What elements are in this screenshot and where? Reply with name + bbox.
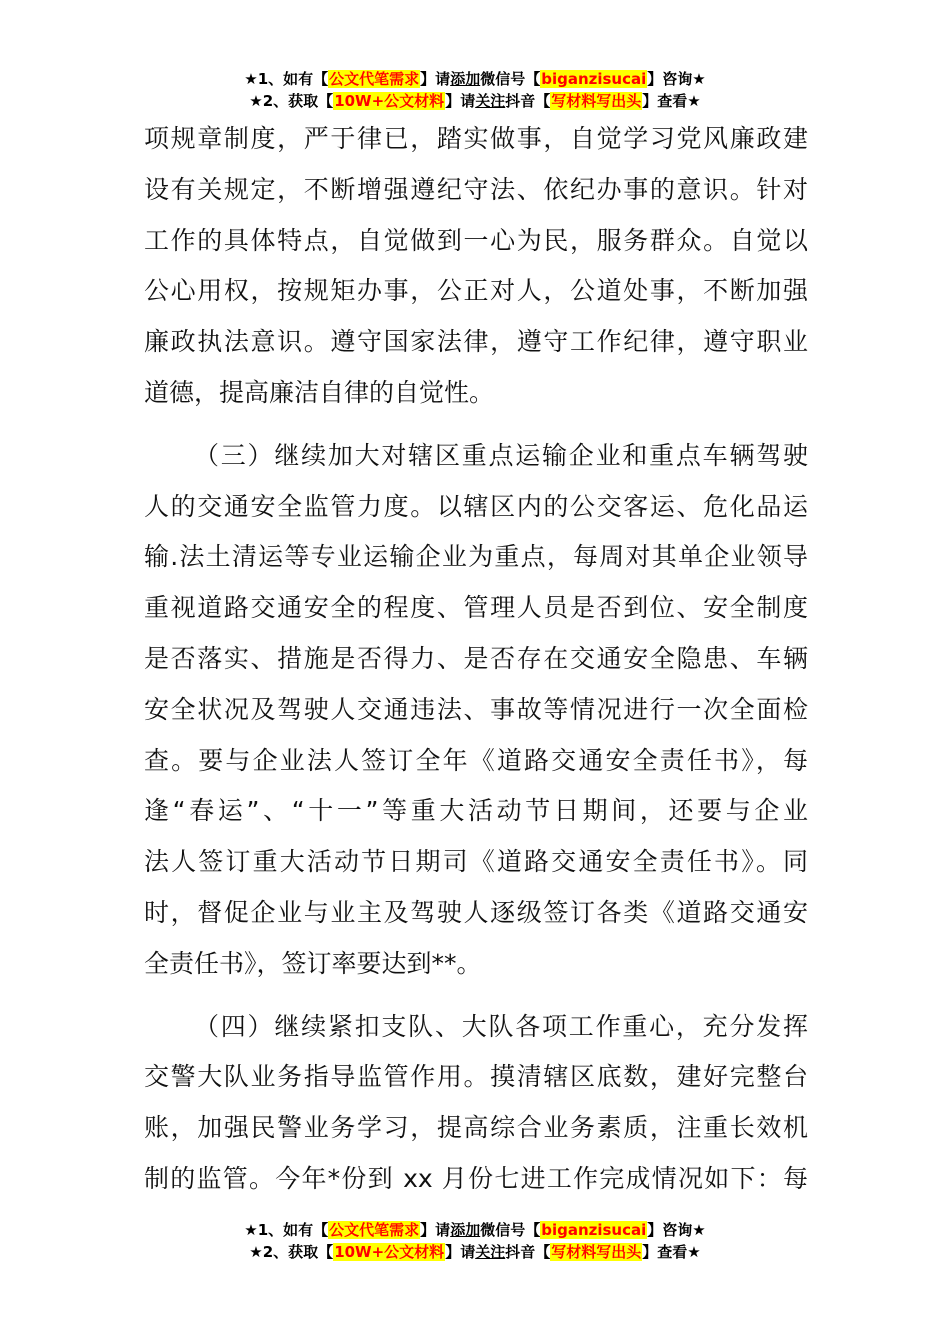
text-line: 制的监管。今年*份到 xx 月份七进工作完成情况如下：每 (144, 1163, 808, 1193)
text-line: 安全状况及驾驶人交通违法、事故等情况进行一次全面检 (144, 694, 808, 724)
text-line: 设有关规定，不断增强遵纪守法、依纪办事的意识。针对 (144, 174, 808, 204)
promo-line-1: ★1、如有【公文代笔需求】请添加微信号【biganzisucai】咨询★ (244, 1221, 706, 1239)
text-line: 项规章制度，严于律已，踏实做事，自觉学习党风廉政建 (144, 124, 808, 153)
text-line: （三）继续加大对辖区重点运输企业和重点车辆驾驶 (194, 440, 808, 470)
text-line: 人的交通安全监管力度。以辖区内的公交客运、危化品运 (144, 491, 808, 521)
promo-highlight: 公文代笔需求 (329, 70, 420, 88)
text-line: 工作的具体特点，自觉做到一心为民，服务群众。自觉以 (144, 225, 808, 255)
text-line: 查。要与企业法人签订全年《道路交通安全责任书》，每 (144, 745, 808, 775)
promo-highlight: 10W+公文材料 (334, 92, 445, 110)
text-line: 全责任书》，签订率要达到**。 (144, 948, 482, 978)
paragraph-2 (144, 431, 808, 990)
text-line: 时，督促企业与业主及驾驶人逐级签订各类《道路交通安 (144, 897, 808, 927)
text-line: 交警大队业务指导监管作用。摸清辖区底数，建好完整台 (144, 1062, 808, 1092)
text-line: 是否落实、措施是否得力、是否存在交通安全隐患、车辆 (144, 643, 808, 673)
paragraph-3 (144, 1002, 808, 1205)
text-line: 逢“春运”、“十一”等重大活动节日期间，还要与企业 (144, 796, 808, 826)
promo-wechat-id: biganzisucai (541, 70, 647, 88)
promo-highlight: 公文代笔需求 (329, 1221, 420, 1239)
text-line: 廉政执法意识。遵守国家法律，遵守工作纪律，遵守职业 (144, 327, 808, 357)
promo-douyin-account: 写材料写出头 (551, 92, 642, 110)
text-line: 道德，提高廉洁自律的自觉性。 (144, 377, 495, 407)
text-line: 输.法土清运等专业运输企业为重点，每周对其单企业领导 (144, 542, 808, 572)
promo-line-2: ★2、获取【10W+公文材料】请关注抖音【写材料写出头】查看★ (249, 92, 701, 110)
text-line: （四）继续紧扣支队、大队各项工作重心，充分发挥 (194, 1011, 808, 1041)
promo-line-2: ★2、获取【10W+公文材料】请关注抖音【写材料写出头】查看★ (249, 1243, 701, 1261)
text-line: 公心用权，按规矩办事，公正对人，公道处事，不断加强 (144, 276, 808, 306)
document-body (144, 114, 808, 1205)
paragraph-1 (144, 114, 808, 419)
promo-wechat-id: biganzisucai (541, 1221, 647, 1239)
promo-line-1: ★1、如有【公文代笔需求】请添加微信号【biganzisucai】咨询★ (244, 70, 706, 88)
text-line: 法人签订重大活动节日期司《道路交通安全责任书》。同 (144, 847, 808, 877)
footer-promo (0, 1219, 950, 1263)
header-promo (0, 68, 950, 112)
promo-douyin-account: 写材料写出头 (551, 1243, 642, 1261)
text-line: 重视道路交通安全的程度、管理人员是否到位、安全制度 (144, 593, 808, 623)
text-line: 账，加强民警业务学习，提高综合业务素质，注重长效机 (144, 1113, 808, 1143)
promo-highlight: 10W+公文材料 (334, 1243, 445, 1261)
